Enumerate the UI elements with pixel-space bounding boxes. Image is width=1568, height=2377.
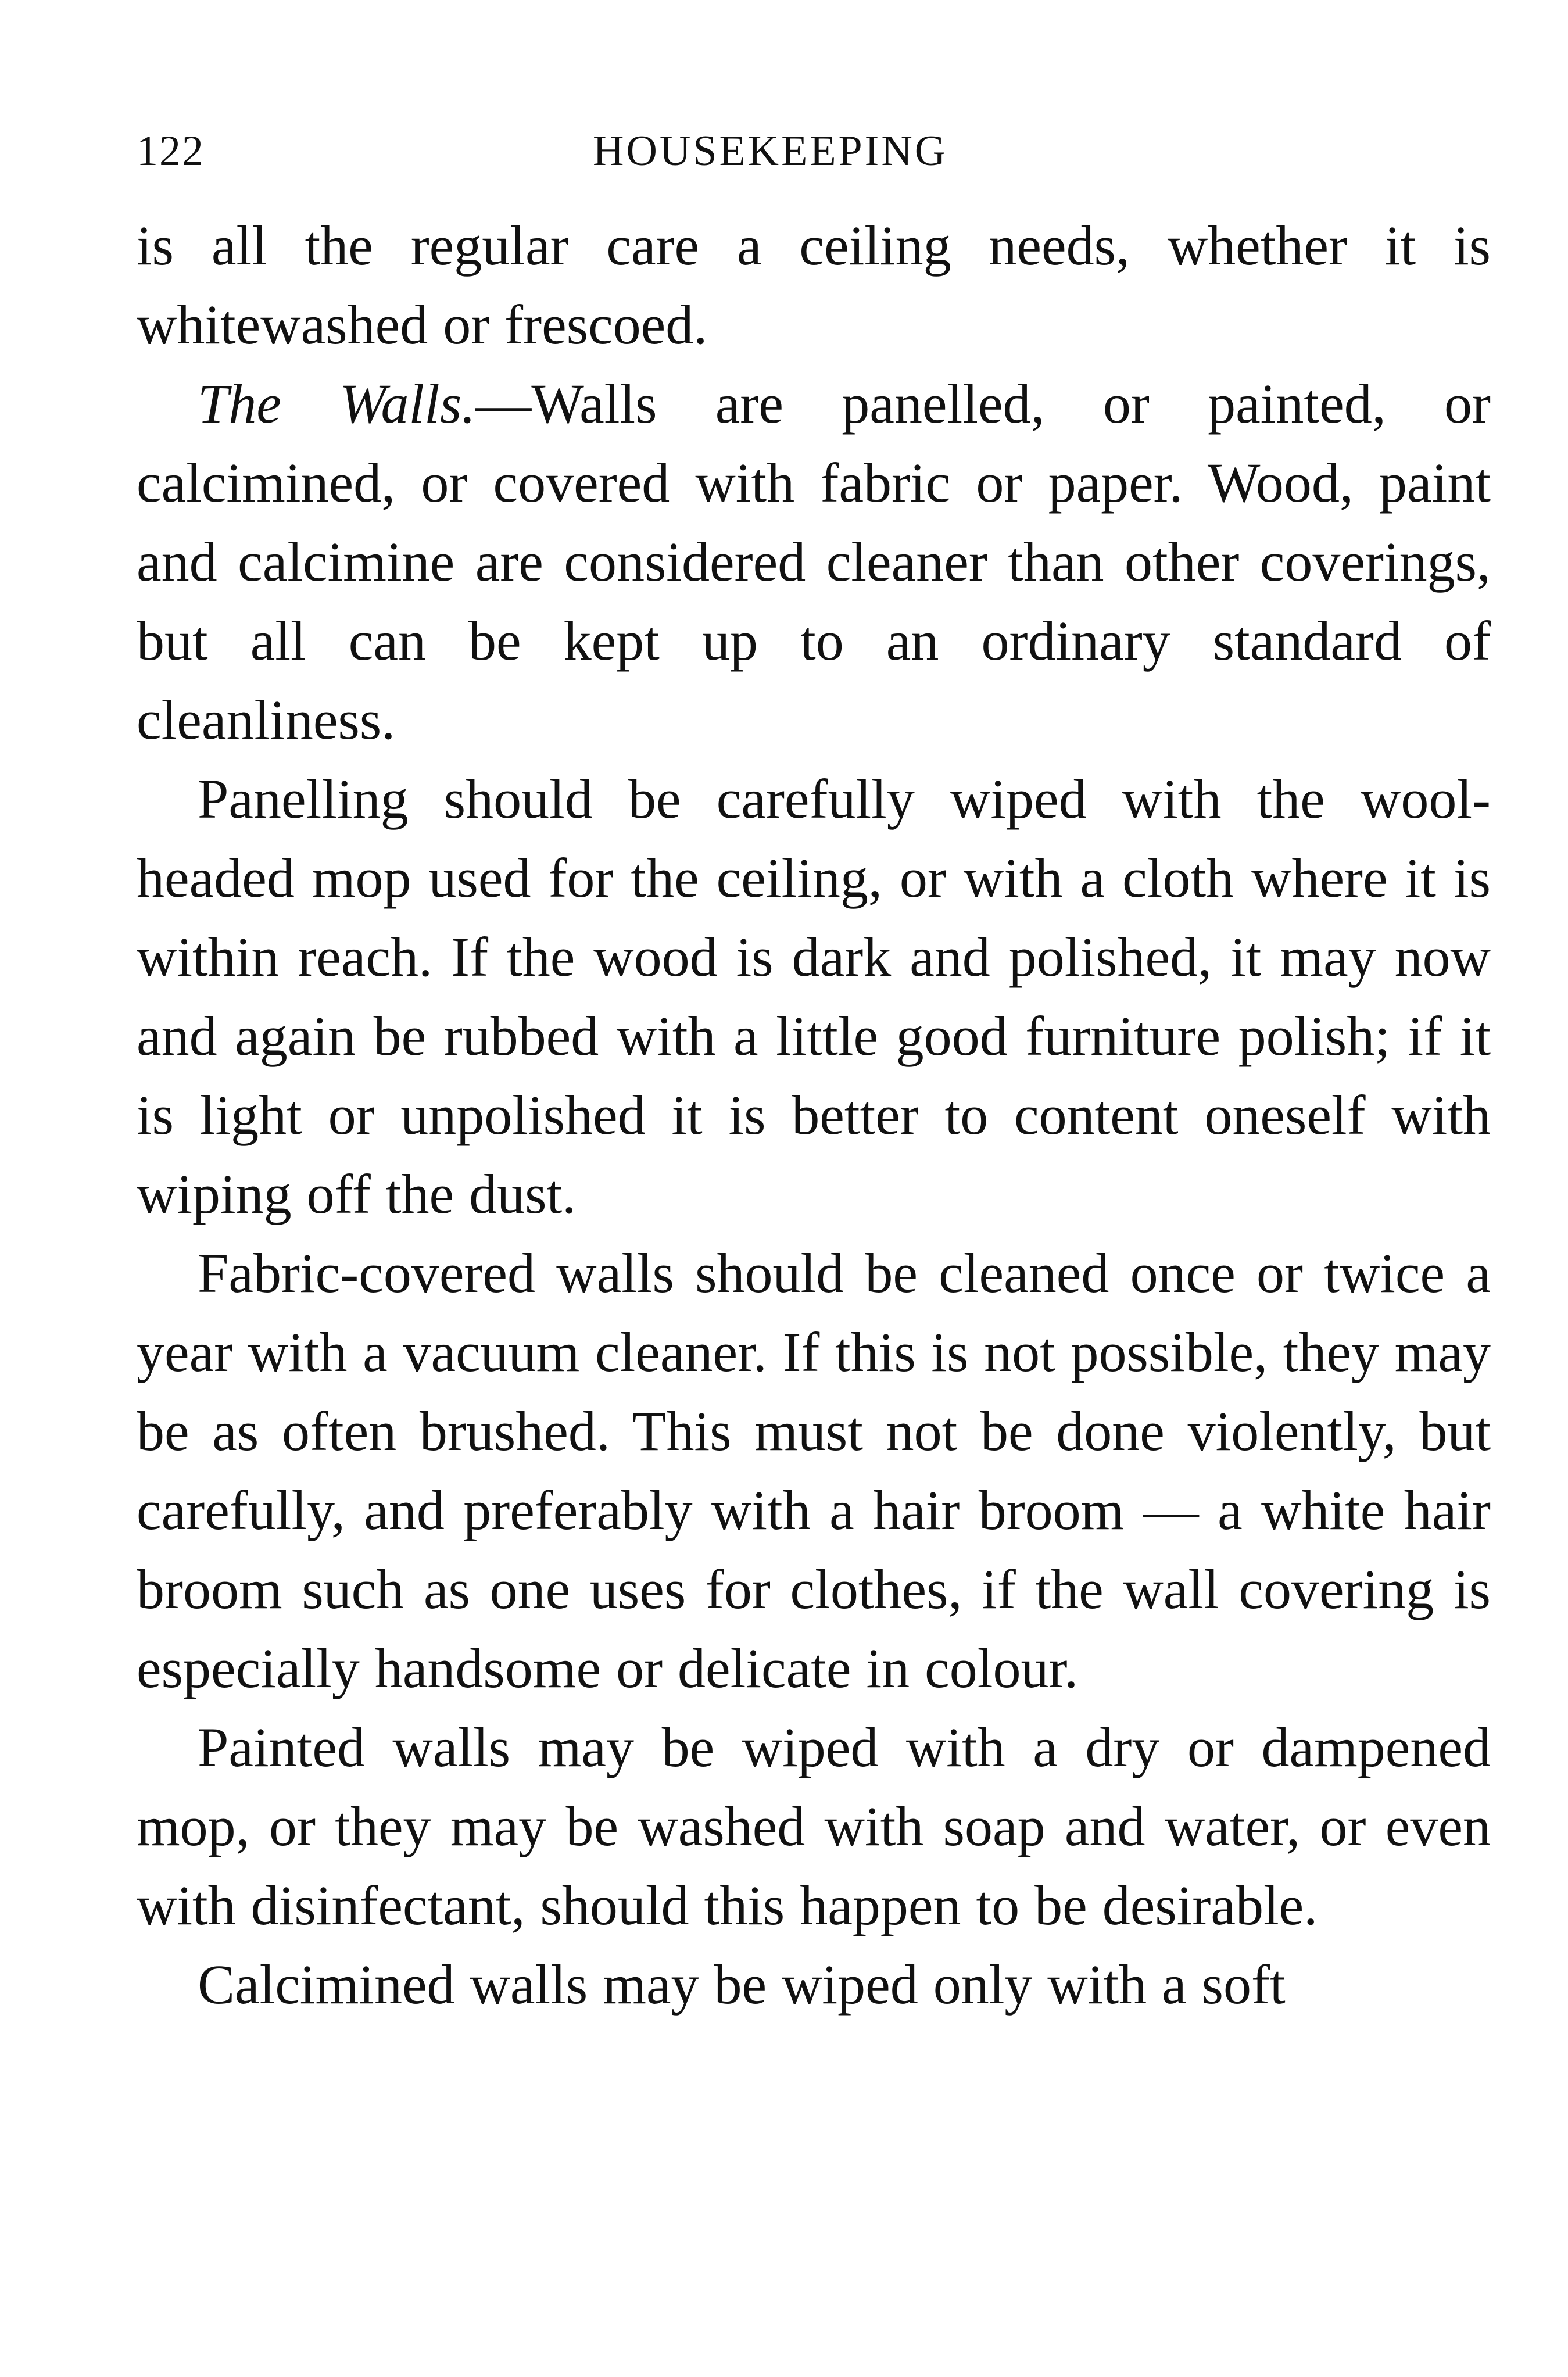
- running-head: [137, 119, 1491, 183]
- panelling-paragraph: Panelling should be carefully wiped with the wool-headed mop used for the ceiling, or with a cloth where it is within reach. If the wood is dark and polished, it may now and again be rubbed with a little good furniture polish; if it is light or unpolished it is better to content oneself with wiping off the dust.: [137, 768, 1491, 1225]
- page-number: 122: [137, 127, 205, 175]
- section-heading: The Walls.: [198, 373, 476, 435]
- running-title: HOUSEKEEPING: [593, 127, 948, 175]
- calcimined-walls-paragraph: Calcimined walls may be wiped only with a soft: [198, 1953, 1286, 2016]
- continuation-paragraph: is all the regular care a ceiling needs, whether it is whitewashed or frescoed.: [137, 214, 1491, 356]
- walls-paragraph: [137, 364, 1491, 760]
- walls-paragraph-text: —Walls are panelled, or painted, or calcimined, or covered with fabric or paper. Wood, paint and calcimine are considered cleaner than other coverings, but all can be kept up to an ordinary standard of cleanliness.: [137, 373, 1491, 751]
- body-text: [137, 206, 1491, 2024]
- fabric-walls-paragraph: Fabric-covered walls should be cleaned once or twice a year with a vacuum cleaner. If this is not possible, they may be as often brushed. This must not be done violently, but carefully, and preferably with a hair broom — a white hair broom such as one uses for clothes, if the wall covering is especially handsome or delicate in colour.: [137, 1242, 1491, 1699]
- painted-walls-paragraph: Painted walls may be wiped with a dry or dampened mop, or they may be washed with soap and water, or even with disinfectant, should this happen to be desirable.: [137, 1716, 1491, 1936]
